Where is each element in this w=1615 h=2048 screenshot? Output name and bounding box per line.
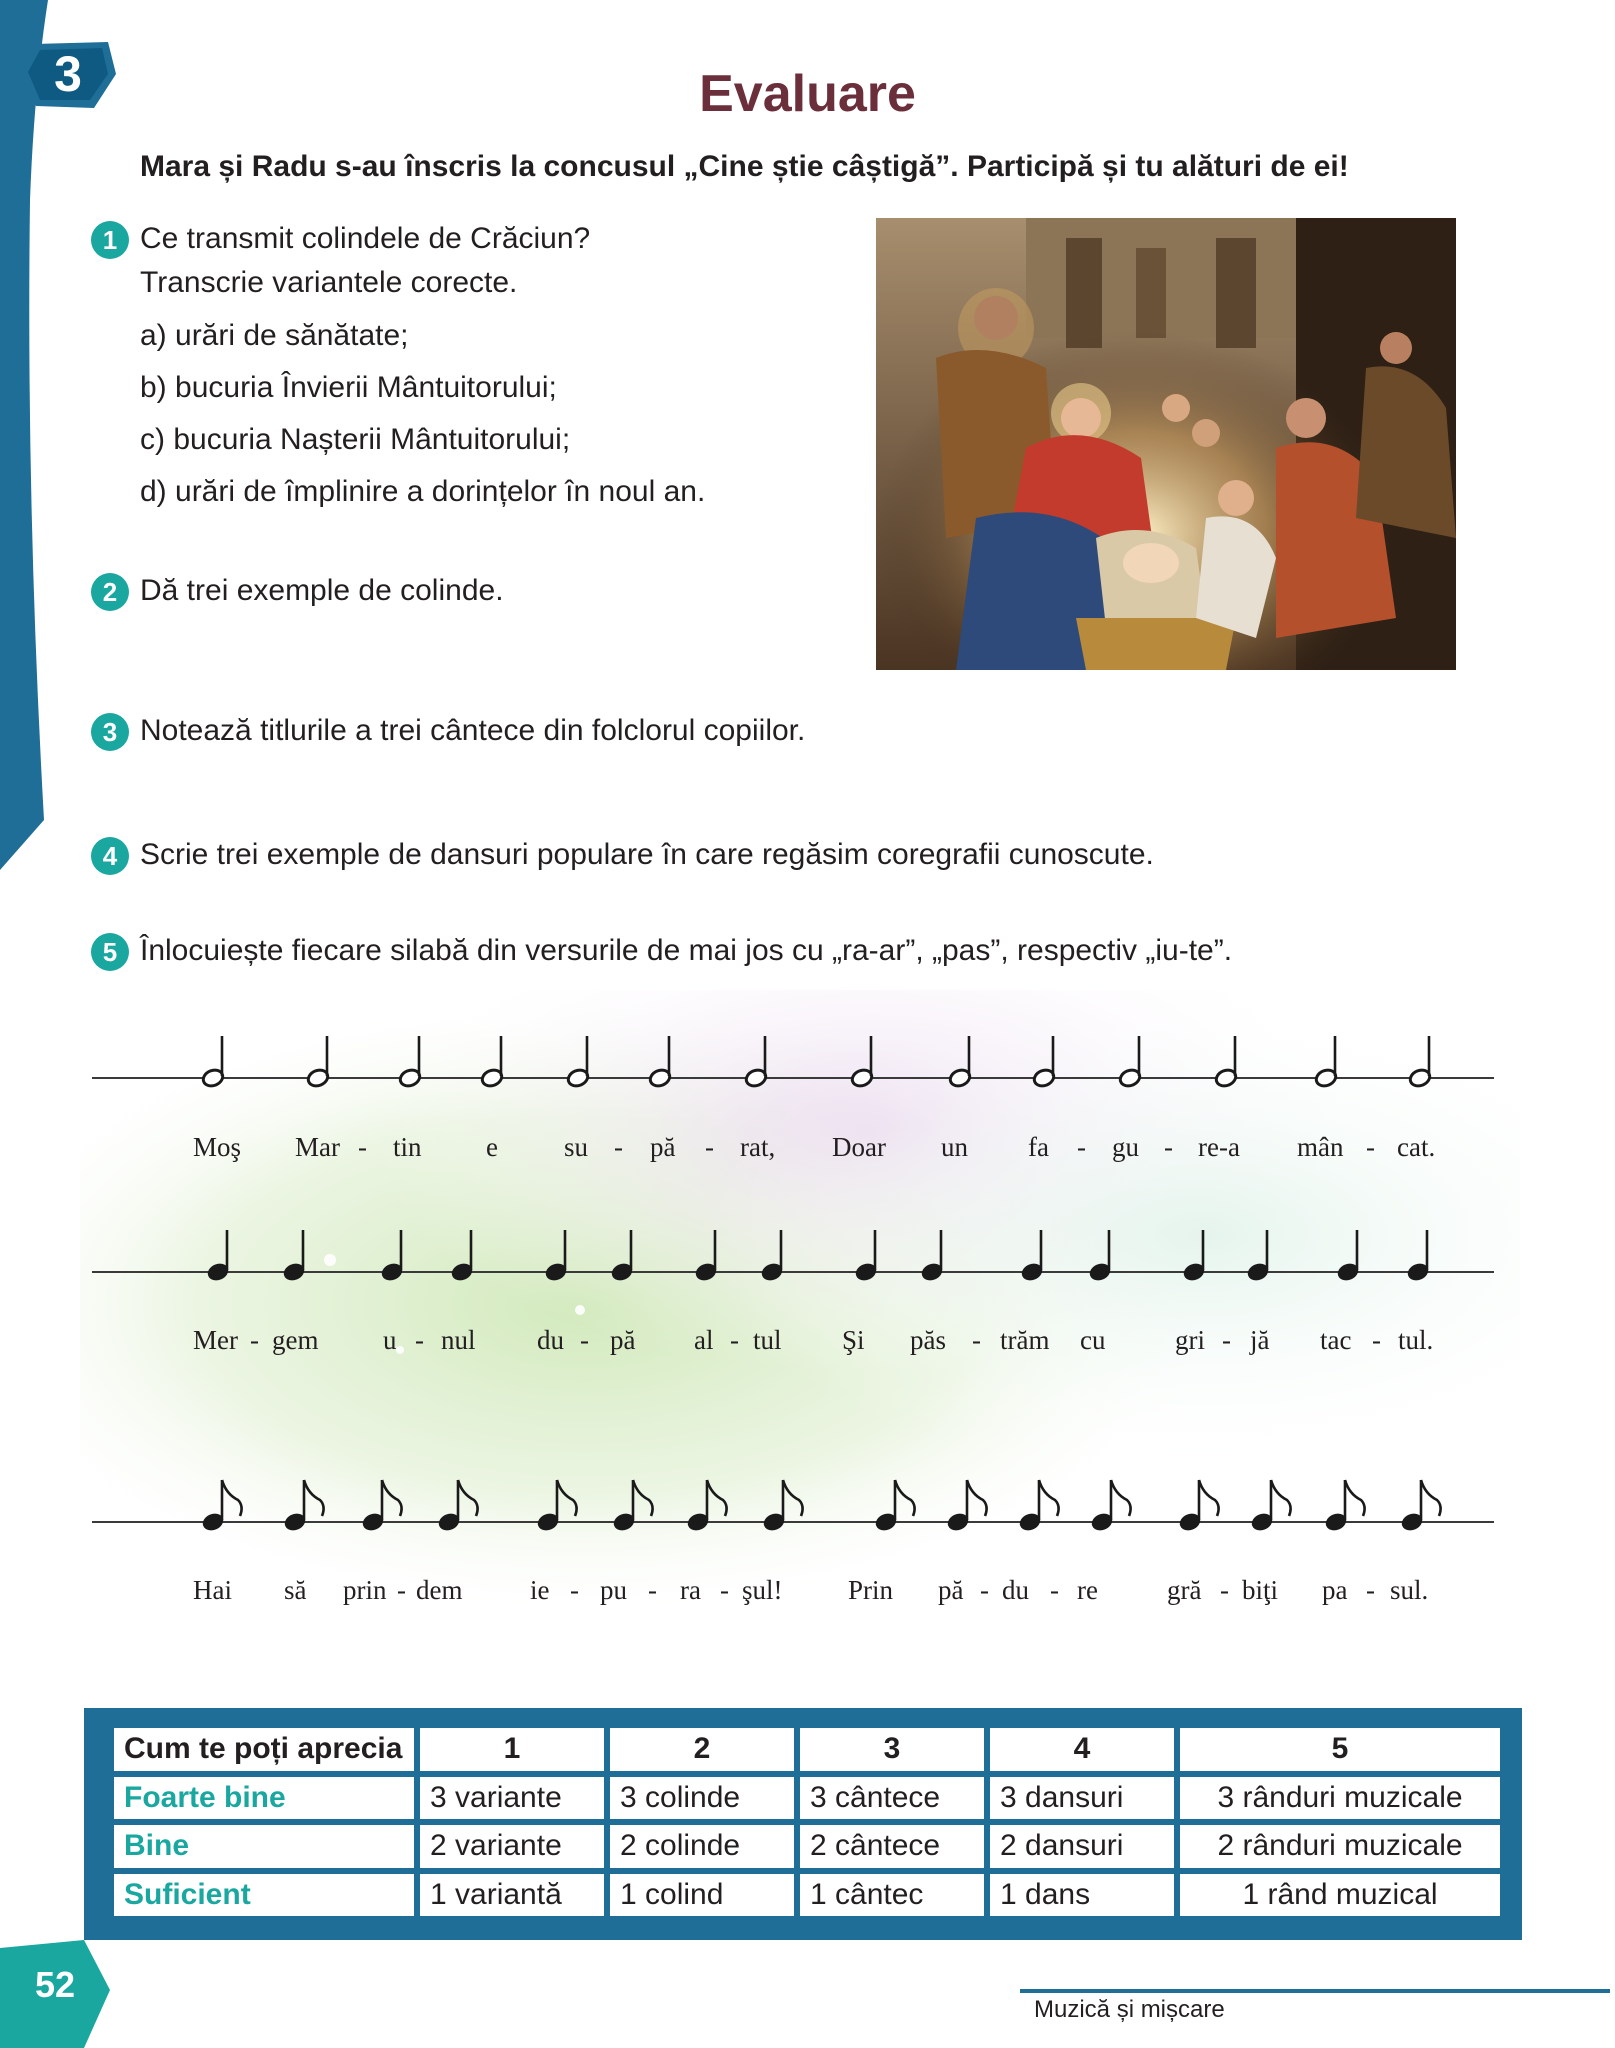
lyric-syllable: gră	[1167, 1575, 1202, 1605]
lyric-syllable: să	[284, 1575, 307, 1605]
rubric-cell: 3 colinde	[607, 1774, 797, 1823]
lyric-syllable: -	[720, 1575, 729, 1605]
lyric-syllable: tin	[393, 1132, 422, 1162]
question-5-number: 5	[91, 933, 129, 971]
rubric-header-row	[111, 1725, 1503, 1774]
lyric-syllable: -	[1077, 1132, 1086, 1162]
lyric-syllable: Hai	[193, 1575, 232, 1605]
intro-text: Mara și Radu s-au înscris la concusul „Cine știe câștigă”. Participă și tu alături de ei!	[140, 150, 1349, 183]
lyric-syllable: pă	[650, 1132, 676, 1162]
lyric-syllable: -	[705, 1132, 714, 1162]
question-1-option-a: a) urări de sănătate;	[140, 319, 409, 352]
lyric-syllable: şul!	[742, 1575, 783, 1605]
rubric-row	[111, 1871, 1503, 1920]
question-1-option-d: d) urări de împlinire a dorințelor în noul an.	[140, 475, 706, 508]
lyric-syllable: cu	[1080, 1325, 1106, 1355]
question-4-number: 4	[91, 837, 129, 875]
lyric-syllable: cat.	[1397, 1132, 1436, 1162]
rubric-cell: 1 dans	[987, 1871, 1177, 1920]
lyric-syllable: Mar	[295, 1132, 340, 1162]
lyric-syllable: du	[1002, 1575, 1029, 1605]
lyric-syllable: prin	[343, 1575, 387, 1605]
lyric-syllable: -	[250, 1325, 259, 1355]
lyric-syllable: trăm	[1000, 1325, 1050, 1355]
lyric-syllable: Şi	[842, 1325, 865, 1355]
lyric-syllable: tul	[753, 1325, 782, 1355]
question-1-option-b: b) bucuria Învierii Mântuitorului;	[140, 371, 557, 404]
lyric-syllable: rat,	[740, 1132, 776, 1162]
rubric-header-cell: 4	[987, 1725, 1177, 1774]
lyric-syllable: al	[694, 1325, 714, 1355]
lyric-syllable: -	[972, 1325, 981, 1355]
lyric-syllable: ra	[680, 1575, 701, 1605]
chapter-number: 3	[54, 46, 82, 102]
question-1-instruction: Transcrie variantele corecte.	[140, 266, 518, 299]
lyric-syllable: -	[730, 1325, 739, 1355]
lyric-syllable: pu	[600, 1575, 627, 1605]
rubric-cell: 2 cântece	[797, 1822, 987, 1871]
lyric-syllable: sul.	[1390, 1575, 1429, 1605]
rubric-level-label: Bine	[111, 1822, 417, 1871]
lyric-syllable: su	[564, 1132, 589, 1162]
lyric-syllable: -	[1220, 1575, 1229, 1605]
lyric-syllable: -	[1050, 1575, 1059, 1605]
question-1-number: 1	[91, 221, 129, 259]
lyric-syllable: -	[580, 1325, 589, 1355]
lyric-syllable: -	[1372, 1325, 1381, 1355]
rubric-cell: 1 cântec	[797, 1871, 987, 1920]
lyric-syllable: gu	[1112, 1132, 1139, 1162]
lyric-syllable: re-a	[1198, 1132, 1240, 1162]
rubric-header-cell: 2	[607, 1725, 797, 1774]
question-1-option-c: c) bucuria Nașterii Mântuitorului;	[140, 423, 571, 456]
lyric-syllable: un	[941, 1132, 968, 1162]
lyric-syllable: gri	[1175, 1325, 1205, 1355]
lyric-syllable: nul	[441, 1325, 476, 1355]
footer-rule	[1020, 1989, 1610, 1993]
rubric-cell: 2 rânduri muzicale	[1177, 1822, 1503, 1871]
question-2-text: Dă trei exemple de colinde.	[140, 574, 504, 607]
lyric-syllable: -	[1222, 1325, 1231, 1355]
rubric-cell: 3 cântece	[797, 1774, 987, 1823]
staff-line-3	[92, 1521, 1494, 1523]
lyric-syllable: jă	[1250, 1325, 1270, 1355]
rubric-header-cell: 3	[797, 1725, 987, 1774]
rubric-cell: 3 variante	[417, 1774, 607, 1823]
lyric-syllable: Moş	[193, 1132, 242, 1162]
lyric-syllable: mân	[1297, 1132, 1344, 1162]
lyric-syllable: du	[537, 1325, 564, 1355]
question-4-text: Scrie trei exemple de dansuri populare în care regăsim coregrafii cunoscute.	[140, 838, 1154, 871]
lyric-syllable: -	[980, 1575, 989, 1605]
rubric-header-cell: Cum te poți aprecia	[111, 1725, 417, 1774]
lyric-syllable: tul.	[1398, 1325, 1434, 1355]
lyric-syllable: biţi	[1242, 1575, 1279, 1605]
rubric-level-label: Suficient	[111, 1871, 417, 1920]
lyric-syllable: pă	[610, 1325, 636, 1355]
rubric-cell: 3 dansuri	[987, 1774, 1177, 1823]
footer-book-title: Muzică și mișcare	[1034, 1996, 1225, 2023]
page-title: Evaluare	[699, 65, 916, 123]
lyric-syllable: -	[397, 1575, 406, 1605]
nativity-painting-image	[876, 218, 1456, 670]
rubric-cell: 1 colind	[607, 1871, 797, 1920]
lyric-syllable: -	[570, 1575, 579, 1605]
lyric-syllable: fa	[1028, 1132, 1049, 1162]
question-5-text: Înlocuiește fiecare silabă din versurile de mai jos cu „ra-ar”, „pas”, respectiv „iu-te”.	[140, 934, 1233, 967]
rubric-header-cell: 1	[417, 1725, 607, 1774]
lyric-syllable: ie	[530, 1575, 550, 1605]
lyric-syllable: tac	[1320, 1325, 1352, 1355]
lyric-syllable: pa	[1322, 1575, 1348, 1605]
rubric-row	[111, 1774, 1503, 1823]
rubric-row	[111, 1822, 1503, 1871]
rubric-cell: 3 rânduri muzicale	[1177, 1774, 1503, 1823]
staff-line-2	[92, 1271, 1494, 1273]
rubric-cell: 2 dansuri	[987, 1822, 1177, 1871]
staff-line-1	[92, 1077, 1494, 1079]
lyric-syllable: u	[383, 1325, 397, 1355]
rubric-cell: 2 variante	[417, 1822, 607, 1871]
lyric-syllable: Prin	[848, 1575, 894, 1605]
lyric-syllable: -	[1366, 1132, 1375, 1162]
question-1-text: Ce transmit colindele de Crăciun?	[140, 222, 591, 255]
lyric-syllable: -	[1366, 1575, 1375, 1605]
question-3-number: 3	[91, 713, 129, 751]
question-3-text: Notează titlurile a trei cântece din folclorul copiilor.	[140, 714, 806, 747]
lyric-syllable: -	[1164, 1132, 1173, 1162]
rubric-cell: 1 rând muzical	[1177, 1871, 1503, 1920]
lyric-syllable: dem	[416, 1575, 463, 1605]
lyric-syllable: gem	[272, 1325, 319, 1355]
question-2-number: 2	[91, 573, 129, 611]
lyric-syllable: e	[486, 1132, 498, 1162]
rubric-table	[108, 1722, 1506, 1922]
rubric-header-cell: 5	[1177, 1725, 1503, 1774]
page-number: 52	[34, 1964, 76, 2005]
left-decorative-band	[0, 0, 70, 870]
lyric-syllable: Doar	[832, 1132, 886, 1162]
rubric-cell: 2 colinde	[607, 1822, 797, 1871]
lyric-syllable: re	[1077, 1575, 1098, 1605]
lyric-syllable: pă	[938, 1575, 964, 1605]
rubric-cell: 1 variantă	[417, 1871, 607, 1920]
lyric-syllable: Mer	[193, 1325, 238, 1355]
lyric-syllable: păs	[910, 1325, 946, 1355]
lyric-syllable: -	[648, 1575, 657, 1605]
rubric-level-label: Foarte bine	[111, 1774, 417, 1823]
lyric-syllable: -	[614, 1132, 623, 1162]
lyric-syllable: -	[415, 1325, 424, 1355]
lyric-syllable: -	[358, 1132, 367, 1162]
